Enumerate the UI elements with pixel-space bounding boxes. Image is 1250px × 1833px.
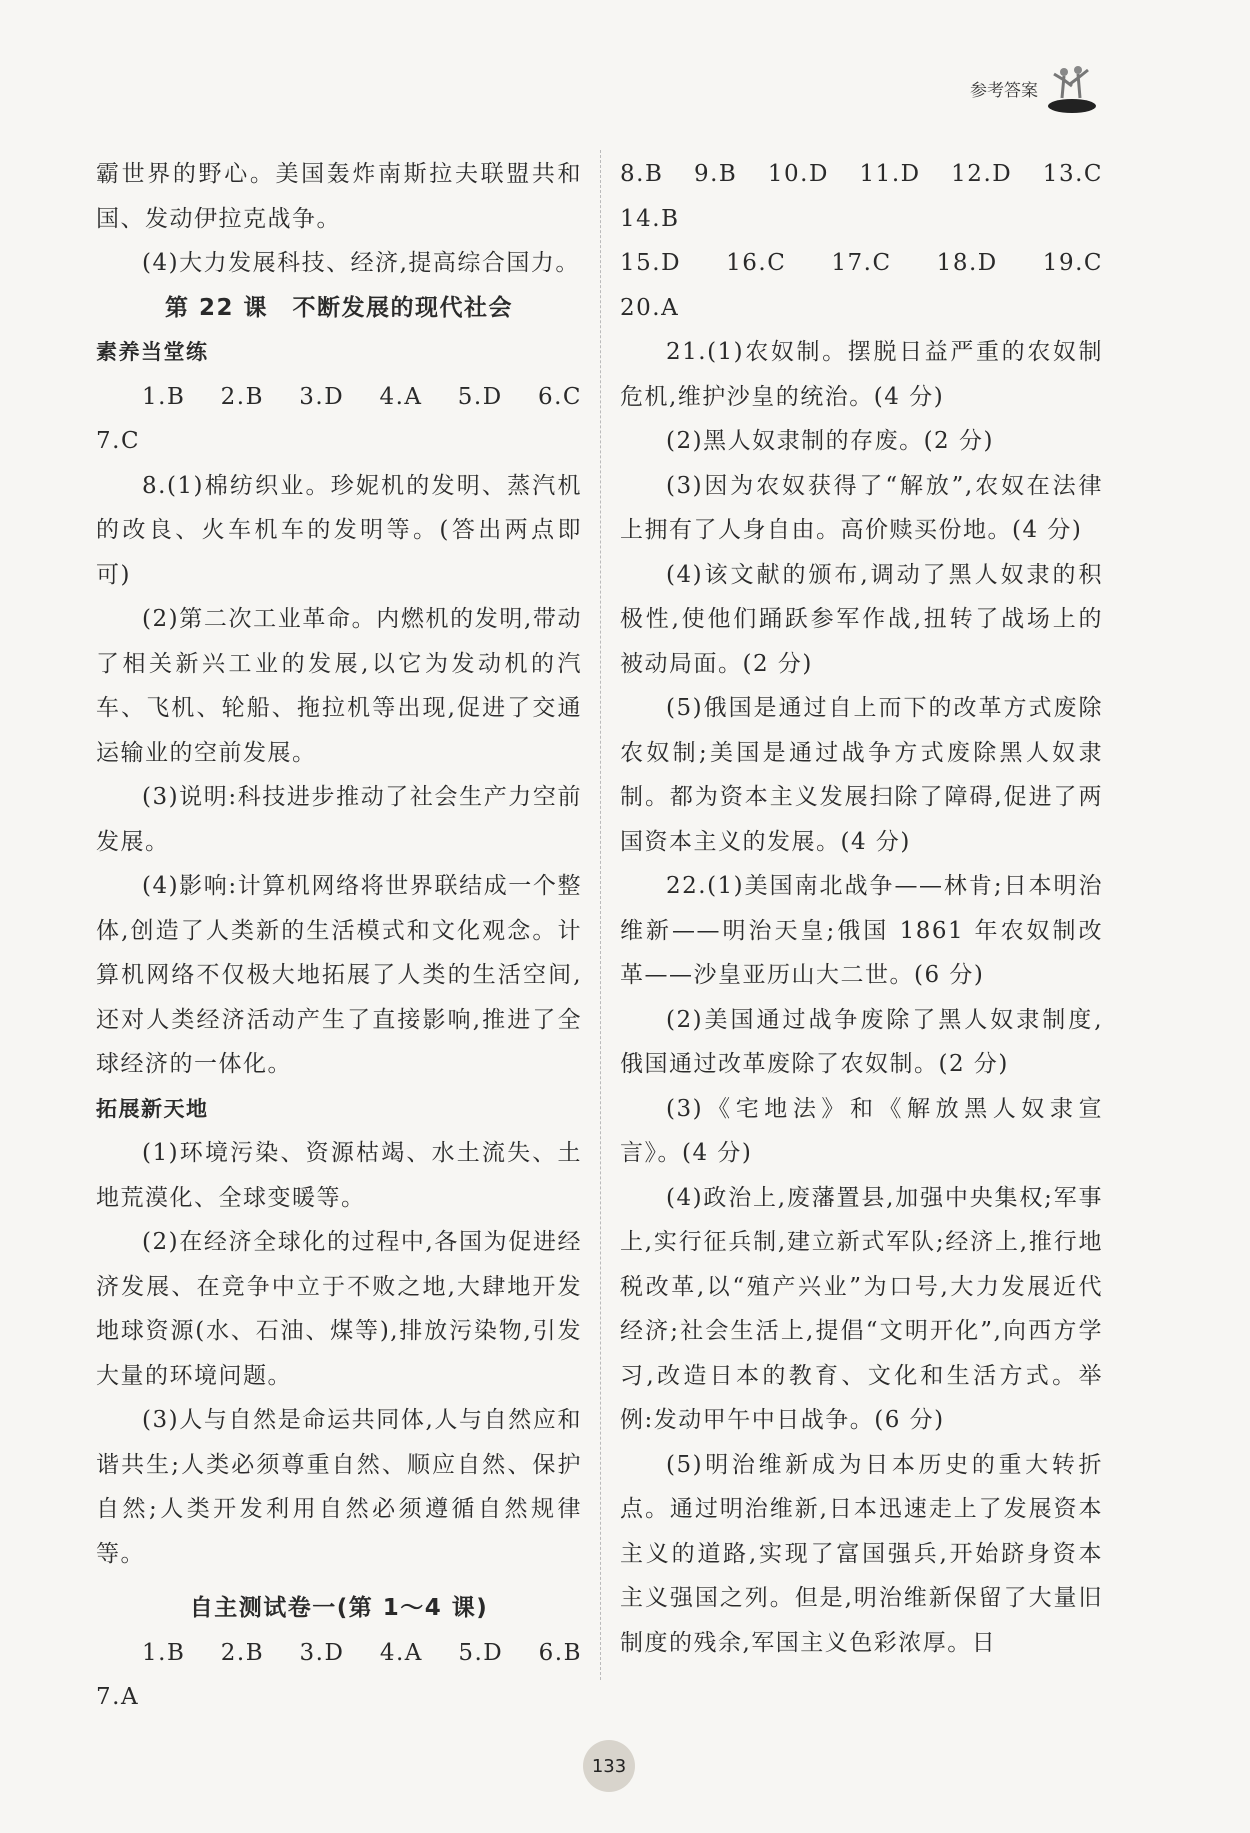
- right-column: [620, 152, 1128, 1665]
- paragraph: (4)影响:计算机网络将世界联结成一个整体,创造了人类新的生活模式和文化观念。计算机网络不仅极大地拓展了人类的生活空间,还对人类经济活动产生了直接影响,推进了全球经济的一体化。: [96, 873, 582, 1077]
- column-divider: [600, 150, 601, 1680]
- header-label: 参考答案: [970, 80, 1038, 101]
- answer-line: 1.B 2.B 3.D 4.A 5.D 6.C 7.C: [96, 383, 607, 454]
- paragraph: (3)因为农奴获得了“解放”,农奴在法律上拥有了人身自由。高价赎买份地。(4 分): [620, 472, 1103, 543]
- answer-line: 15.D 16.C 17.C 18.D 19.C 20.A: [620, 250, 1128, 321]
- answer-line: 8.B 9.B 10.D 11.D 12.D 13.C 14.B: [620, 161, 1128, 232]
- lesson-title: 第 22 课 不断发展的现代社会: [164, 294, 514, 321]
- paragraph: (1)环境污染、资源枯竭、水土流失、土地荒漠化、全球变暖等。: [96, 1140, 582, 1211]
- paragraph: (4)大力发展科技、经济,提高综合国力。: [142, 250, 580, 276]
- paragraph: (3)《宅地法》和《解放黑人奴隶宣言》。(4 分): [620, 1095, 1103, 1166]
- paragraph: 霸世界的野心。美国轰炸南斯拉夫联盟共和国、发动伊拉克战争。: [96, 161, 582, 232]
- test-title: 自主测试卷一(第 1～4 课): [189, 1595, 489, 1621]
- paragraph: (3)说明:科技进步推动了社会生产力空前发展。: [96, 784, 582, 855]
- paragraph: (2)黑人奴隶制的存废。(2 分): [666, 428, 994, 454]
- paragraph: 21.(1)农奴制。摆脱日益严重的农奴制危机,维护沙皇的统治。(4 分): [620, 339, 1103, 410]
- reading-figures-logo-icon: [1044, 60, 1100, 116]
- paragraph: (4)政治上,废藩置县,加强中央集权;军事上,实行征兵制,建立新式军队;经济上,推行地税改革,以“殖产兴业”为口号,大力发展近代经济;社会生活上,提倡“文明开化”,向西方学习,改造日本的教育、文化和生活方式。举例:发动甲午中日战争。(6 分): [620, 1184, 1103, 1433]
- answer-line: 1.B 2.B 3.D 4.A 5.D 6.B 7.A: [96, 1639, 607, 1710]
- paragraph: 22.(1)美国南北战争——林肯;日本明治维新——明治天皇;俄国 1861 年农奴制改革——沙皇亚历山大二世。(6 分): [620, 873, 1103, 988]
- paragraph: (2)美国通过战争废除了黑人奴隶制度,俄国通过改革废除了农奴制。(2 分): [620, 1006, 1103, 1077]
- paragraph: (5)俄国是通过自上而下的改革方式废除农奴制;美国是通过战争方式废除黑人奴隶制。都为资本主义发展扫除了障碍,促进了两国资本主义的发展。(4 分): [620, 695, 1103, 855]
- paragraph: (4)该文献的颁布,调动了黑人奴隶的积极性,使他们踊跃参军作战,扭转了战场上的被动局面。(2 分): [620, 561, 1103, 677]
- paragraph: (2)第二次工业革命。内燃机的发明,带动了相关新兴工业的发展,以它为发动机的汽车、飞机、轮船、拖拉机等出现,促进了交通运输业的空前发展。: [96, 606, 582, 766]
- paragraph: (2)在经济全球化的过程中,各国为促进经济发展、在竞争中立于不败之地,大肆地开发地球资源(水、石油、煤等),排放污染物,引发大量的环境问题。: [96, 1229, 582, 1389]
- paragraph: (3)人与自然是命运共同体,人与自然应和谐共生;人类必须尊重自然、顺应自然、保护自然;人类开发利用自然必须遵循自然规律等。: [96, 1407, 582, 1567]
- section-heading: 拓展新天地: [96, 1096, 209, 1121]
- page-number: 133: [583, 1740, 635, 1792]
- paragraph: 8.(1)棉纺织业。珍妮机的发明、蒸汽机的改良、火车机车的发明等。(答出两点即可): [96, 472, 582, 588]
- left-column: [96, 152, 607, 1720]
- paragraph: (5)明治维新成为日本历史的重大转折点。通过明治维新,日本迅速走上了发展资本主义的道路,实现了富国强兵,开始跻身资本主义强国之列。但是,明治维新保留了大量旧制度的残余,军国主义色彩浓厚。日: [620, 1451, 1103, 1656]
- page-header: [970, 60, 1100, 116]
- section-heading: 素养当堂练: [96, 340, 209, 364]
